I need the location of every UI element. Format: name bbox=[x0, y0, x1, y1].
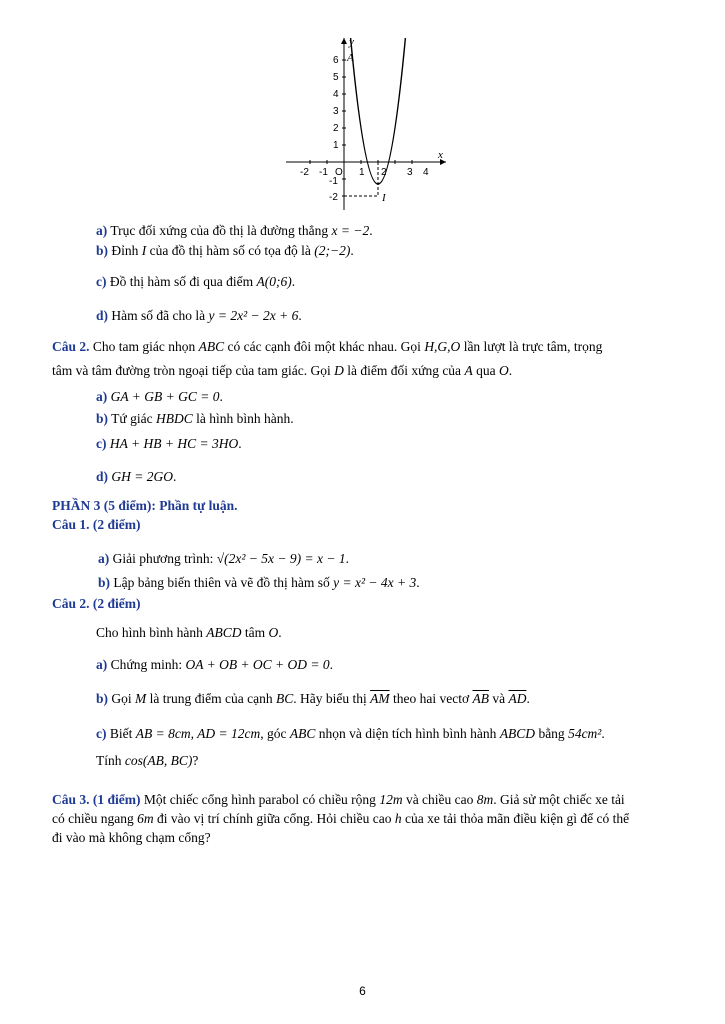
q1-option-d: d) Hàm số đã cho là y = 2x² − 2x + 6. bbox=[96, 308, 302, 323]
q2-option-a: a) GA + GB + GC = 0. bbox=[96, 389, 223, 404]
svg-text:-1: -1 bbox=[329, 176, 338, 187]
q2-option-d: d) GH = 2GO. bbox=[96, 469, 177, 484]
q2-option-c: c) HA + HB + HC = 3HO. bbox=[96, 436, 242, 451]
svg-text:2: 2 bbox=[333, 123, 339, 134]
part3-heading: PHẦN 3 (5 điểm): Phần tự luận. bbox=[52, 498, 238, 513]
svg-text:1: 1 bbox=[359, 167, 365, 178]
svg-text:4: 4 bbox=[333, 89, 339, 100]
svg-text:I: I bbox=[382, 192, 386, 204]
svg-text:4: 4 bbox=[423, 167, 429, 178]
part3-c3-line-3: đi vào mà không chạm cổng? bbox=[52, 830, 211, 845]
q2-line-2: tâm và tâm đường tròn ngoại tiếp của tam giác. Gọi D là điểm đối xứng của A qua O. bbox=[52, 363, 513, 378]
svg-text:-2: -2 bbox=[329, 192, 338, 203]
part3-c2-a: a) Chứng minh: OA + OB + OC + OD = 0. bbox=[96, 657, 334, 672]
part3-c1-b: b) Lập bảng biến thiên và vẽ đồ thị hàm số y = x² − 4x + 3. bbox=[98, 575, 420, 590]
svg-text:5: 5 bbox=[333, 72, 339, 83]
svg-text:3: 3 bbox=[333, 106, 339, 117]
q1-option-a: a) Trục đối xứng của đồ thị là đường thẳng x = −2. bbox=[96, 223, 373, 238]
svg-text:-1: -1 bbox=[319, 167, 328, 178]
part3-c3-line-1: Câu 3. (1 điểm) Một chiếc cổng hình parabol có chiều rộng 12m và chiều cao 8m. Giả sử một chiếc xe tải bbox=[52, 792, 625, 807]
svg-text:y: y bbox=[349, 36, 354, 48]
svg-text:3: 3 bbox=[407, 167, 413, 178]
part3-c1-title: Câu 1. (2 điểm) bbox=[52, 517, 141, 532]
q2-line-1: Câu 2. Cho tam giác nhọn ABC có các cạnh đôi một khác nhau. Gọi H,G,O lần lượt là trực tâm, trọng bbox=[52, 339, 603, 354]
svg-text:O: O bbox=[335, 167, 343, 178]
parabola-graph bbox=[280, 34, 450, 214]
svg-text:2: 2 bbox=[381, 167, 387, 178]
svg-text:1: 1 bbox=[333, 140, 339, 151]
svg-text:A: A bbox=[347, 52, 354, 64]
svg-text:6: 6 bbox=[333, 55, 339, 66]
page-number: 6 bbox=[359, 984, 366, 998]
part3-c2-b: b) Gọi M là trung điểm của cạnh BC. Hãy biểu thị $\overline{AM}$ theo hai vectơ $\overline{AB}$ và $\overline{AD}$. bbox=[96, 691, 530, 706]
q2-option-b: b) Tứ giác HBDC là hình bình hành. bbox=[96, 411, 294, 426]
q1-option-b: b) Đỉnh I của đồ thị hàm số có tọa độ là (2;−2). bbox=[96, 243, 354, 258]
q1-option-c: c) Đồ thị hàm số đi qua điểm A(0;6). bbox=[96, 274, 296, 289]
part3-c2-c-ask: Tính cos(AB, BC)? bbox=[96, 753, 199, 768]
part3-c1-a: a) Giải phương trình: √(2x² − 5x − 9) = x − 1. bbox=[98, 551, 349, 566]
part3-c3-line-2: có chiều ngang 6m đi vào vị trí chính giữa cổng. Hỏi chiều cao h của xe tải thỏa mãn điều kiện gì để có thể bbox=[52, 811, 630, 826]
svg-text:-2: -2 bbox=[300, 167, 309, 178]
part3-c2-intro: Cho hình bình hành ABCD tâm O. bbox=[96, 625, 282, 640]
part3-c2-c: c) Biết AB = 8cm, AD = 12cm, góc ABC nhọn và diện tích hình bình hành ABCD bằng 54cm². bbox=[96, 726, 605, 741]
svg-text:x: x bbox=[438, 149, 443, 161]
part3-c2-title: Câu 2. (2 điểm) bbox=[52, 596, 141, 611]
